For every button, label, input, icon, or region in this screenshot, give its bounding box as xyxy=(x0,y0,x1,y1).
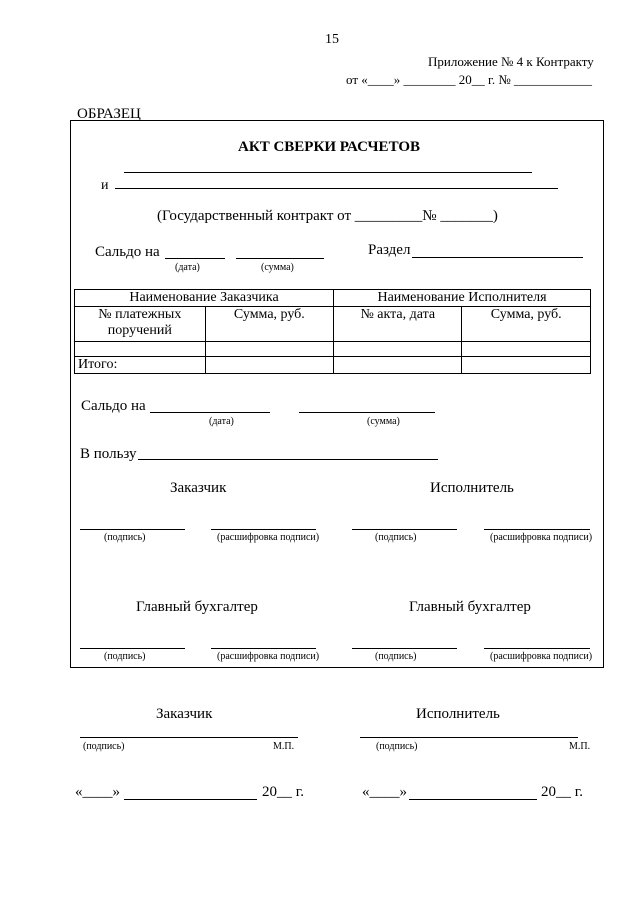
saldo2-date-hint: (дата) xyxy=(209,416,234,427)
decode-hint: (расшифровка подписи) xyxy=(490,532,593,543)
saldo-label: Сальдо на xyxy=(95,244,160,260)
executor-decode-line[interactable] xyxy=(484,529,590,530)
saldo2-date-line[interactable] xyxy=(150,412,270,413)
executor-date-month-line[interactable] xyxy=(409,799,537,800)
saldo2-sum-line[interactable] xyxy=(299,412,435,413)
settlement-table xyxy=(74,289,591,374)
executor-signature-line[interactable] xyxy=(352,529,457,530)
col-sum-executor: Сумма, руб. xyxy=(462,307,591,342)
party-line-1[interactable] xyxy=(124,172,532,173)
customer-date-month-line[interactable] xyxy=(124,799,257,800)
favor-label: В пользу xyxy=(80,446,137,462)
customer-date-day: «____» xyxy=(75,784,120,800)
table-cell[interactable] xyxy=(462,342,591,357)
table-cell[interactable] xyxy=(334,342,462,357)
page-number: 15 xyxy=(325,32,339,47)
customer-chief-decode-line[interactable] xyxy=(211,648,316,649)
saldo2-label: Сальдо на xyxy=(81,398,146,414)
table-cell[interactable] xyxy=(205,342,333,357)
appendix-date-line: от «____» ________ 20__ г. № ____________ xyxy=(346,72,593,87)
bottom-signature-hint: (подпись) xyxy=(83,741,125,752)
section-label: Раздел xyxy=(368,242,411,258)
favor-line[interactable] xyxy=(138,459,438,460)
executor-stamp-label: М.П. xyxy=(569,741,591,752)
signature-hint: (подпись) xyxy=(375,532,417,543)
signature-hint: (подпись) xyxy=(375,651,417,662)
customer-decode-line[interactable] xyxy=(211,529,316,530)
party-line-2[interactable] xyxy=(115,188,558,189)
customer-chief-accountant: Главный бухгалтер xyxy=(136,599,258,615)
and-label: и xyxy=(101,178,109,193)
executor-chief-signature-line[interactable] xyxy=(352,648,457,649)
col-payment-orders: № платежных поручений xyxy=(75,307,206,342)
saldo-sum-line[interactable] xyxy=(236,258,324,259)
decode-hint: (расшифровка подписи) xyxy=(490,651,593,662)
saldo-sum-hint: (сумма) xyxy=(261,262,294,273)
bottom-customer-label: Заказчик xyxy=(156,706,213,722)
executor-label: Исполнитель xyxy=(430,480,514,496)
table-cell[interactable] xyxy=(334,357,462,374)
bottom-signature-hint: (подпись) xyxy=(376,741,418,752)
executor-chief-accountant: Главный бухгалтер xyxy=(409,599,531,615)
executor-header: Наименование Исполнителя xyxy=(334,290,591,307)
executor-date-year: 20__ г. xyxy=(541,784,583,800)
decode-hint: (расшифровка подписи) xyxy=(217,532,320,543)
col-sum-customer: Сумма, руб. xyxy=(205,307,333,342)
customer-date-year: 20__ г. xyxy=(262,784,304,800)
contract-reference: (Государственный контракт от _________№ _______) xyxy=(157,208,498,224)
act-frame xyxy=(70,120,604,668)
executor-date-day: «____» xyxy=(362,784,407,800)
executor-chief-decode-line[interactable] xyxy=(484,648,590,649)
sample-label: ОБРАЗЕЦ xyxy=(77,106,141,122)
customer-signature-line[interactable] xyxy=(80,529,185,530)
decode-hint: (расшифровка подписи) xyxy=(217,651,320,662)
table-cell[interactable] xyxy=(462,357,591,374)
total-label: Итого: xyxy=(75,357,206,374)
col-act-date: № акта, дата xyxy=(334,307,462,342)
appendix-label: Приложение № 4 к Контракту xyxy=(428,54,594,69)
table-cell[interactable] xyxy=(205,357,333,374)
table-cell[interactable] xyxy=(75,342,206,357)
customer-header: Наименование Заказчика xyxy=(75,290,334,307)
customer-stamp-label: М.П. xyxy=(273,741,295,752)
signature-hint: (подпись) xyxy=(104,532,146,543)
customer-chief-signature-line[interactable] xyxy=(80,648,185,649)
bottom-customer-signature-line[interactable] xyxy=(80,737,298,738)
saldo-date-hint: (дата) xyxy=(175,262,200,273)
bottom-executor-label: Исполнитель xyxy=(416,706,500,722)
saldo-date-line[interactable] xyxy=(165,258,225,259)
bottom-executor-signature-line[interactable] xyxy=(360,737,578,738)
signature-hint: (подпись) xyxy=(104,651,146,662)
saldo2-sum-hint: (сумма) xyxy=(367,416,400,427)
section-line[interactable] xyxy=(412,257,583,258)
customer-label: Заказчик xyxy=(170,480,227,496)
act-title: АКТ СВЕРКИ РАСЧЕТОВ xyxy=(238,139,421,155)
